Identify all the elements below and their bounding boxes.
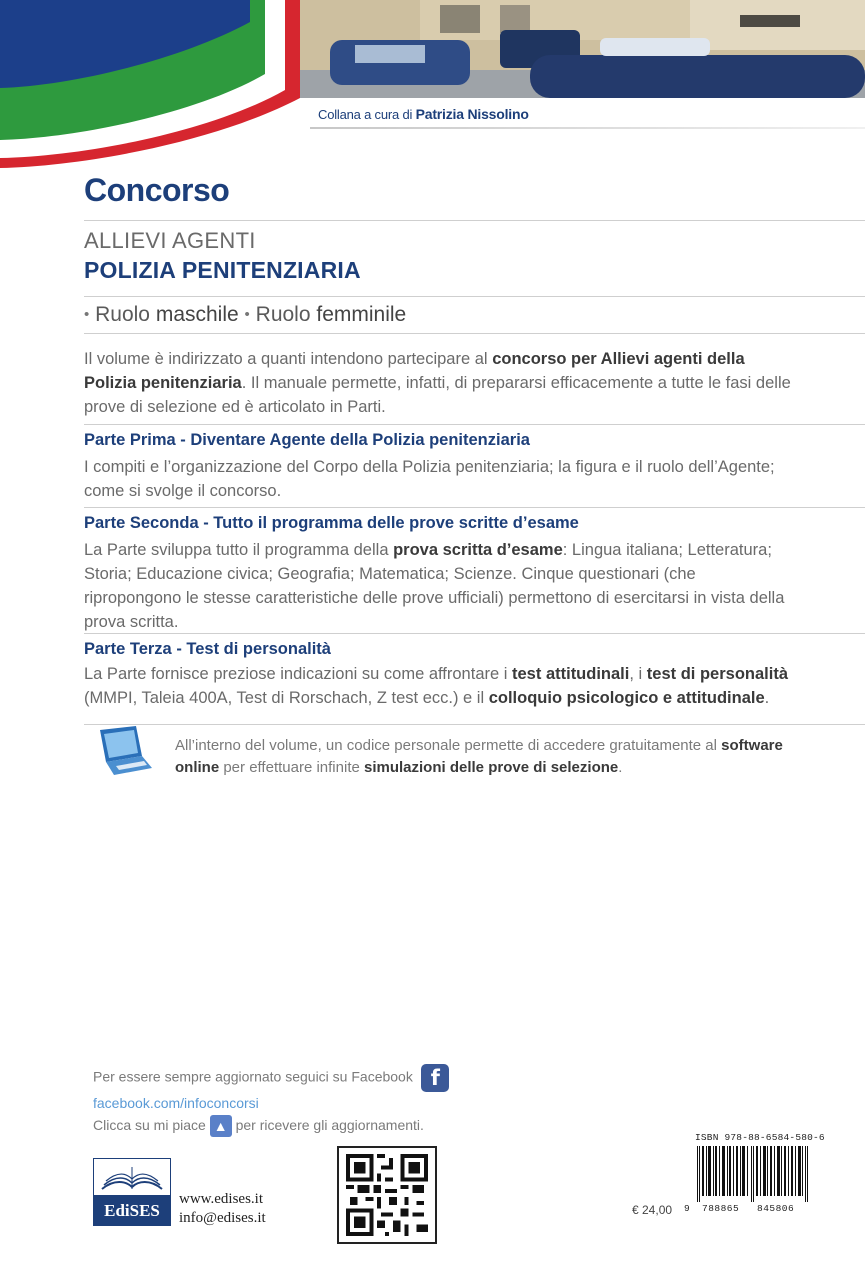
header-divider	[310, 127, 865, 129]
facebook-follow-text: Per essere sempre aggiornato seguici su Facebook	[93, 1068, 413, 1085]
publisher-contacts	[179, 1190, 266, 1228]
thumbs-up-icon: ▲	[210, 1115, 232, 1137]
laptop-icon	[92, 726, 154, 776]
series-editor	[318, 106, 529, 122]
divider	[84, 333, 865, 334]
divider	[84, 507, 865, 508]
ruolo-line: • Ruolo maschile • Ruolo femminile	[84, 303, 407, 326]
section-title-parte-seconda: Parte Seconda - Tutto il programma delle prove scritte d’esame	[84, 514, 579, 532]
divider	[84, 296, 865, 297]
price: € 24,00	[632, 1203, 673, 1217]
divider	[84, 724, 865, 725]
barcode-digits-group2: 845806	[757, 1203, 795, 1214]
heading-polizia: POLIZIA PENITENZIARIA	[84, 257, 361, 283]
divider	[84, 220, 865, 221]
isbn-label: ISBN 978-88-6584-580-6	[695, 1132, 825, 1143]
heading-allievi: ALLIEVI AGENTI	[84, 228, 256, 253]
series-editor-prefix: Collana a cura di	[318, 107, 413, 122]
barcode-first-digit: 9	[684, 1203, 691, 1214]
facebook-block: Per essere sempre aggiornato seguici su Facebook f facebook.com/infoconcorsi Clicca su mi piace ▲ per ricevere gli aggiornamenti.	[93, 1064, 449, 1137]
series-editor-name: Patrizia Nissolino	[415, 106, 529, 122]
intro-paragraph: Il volume è indirizzato a quanti intendono partecipare al concorso per Allievi agenti della Polizia penitenziaria. Il manuale permette, infatti, di prepararsi efficacemente a tutte le fasi delle prove di selezione ed è articolato in Parti.	[84, 350, 791, 416]
barcode	[695, 1146, 813, 1202]
section-title-parte-terza: Parte Terza - Test di personalità	[84, 640, 331, 658]
logo-name: EdiSES	[93, 1196, 171, 1226]
heading-concorso: Concorso	[84, 172, 230, 208]
section-title-parte-prima: Parte Prima - Diventare Agente della Polizia penitenziaria	[84, 431, 530, 449]
header	[0, 0, 865, 170]
edises-logo	[93, 1158, 171, 1226]
software-text: All’interno del volume, un codice personale permette di accedere gratuitamente al software online per effettuare infinite simulazioni delle prove di selezione.	[175, 737, 783, 776]
facebook-icon[interactable]: f	[421, 1064, 449, 1092]
italian-flag-swoosh	[0, 0, 320, 170]
email-link[interactable]: info@edises.it	[179, 1210, 266, 1226]
police-cars-photo	[270, 0, 865, 98]
facebook-link[interactable]: facebook.com/infoconcorsi	[93, 1095, 259, 1111]
section-text-parte-prima: I compiti e l’organizzazione del Corpo della Polizia penitenziaria; la figura e il ruolo dell’Agente; come si svolge il concorso.	[84, 458, 775, 500]
barcode-digits-group1: 788865	[702, 1203, 740, 1214]
divider	[84, 424, 865, 425]
section-text-parte-seconda: La Parte sviluppa tutto il programma della prova scritta d’esame: Lingua italiana; Letteratura; Storia; Educazione civica; Geografia; Matematica; Scienze. Cinque questionari (che ripropongono le stesse caratteristiche delle prove ufficiali) permettono di esercitarsi in vista della prova scritta.	[84, 541, 785, 631]
book-icon	[93, 1158, 171, 1196]
divider	[84, 633, 865, 634]
website-link[interactable]: www.edises.it	[179, 1191, 264, 1207]
qr-code[interactable]	[337, 1146, 437, 1244]
section-text-parte-terza: La Parte fornisce preziose indicazioni su come affrontare i test attitudinali, i test di personalità (MMPI, Taleia 400A, Test di Rorschach, Z test ecc.) e il colloquio psicologico e attitudinale.	[84, 665, 788, 707]
